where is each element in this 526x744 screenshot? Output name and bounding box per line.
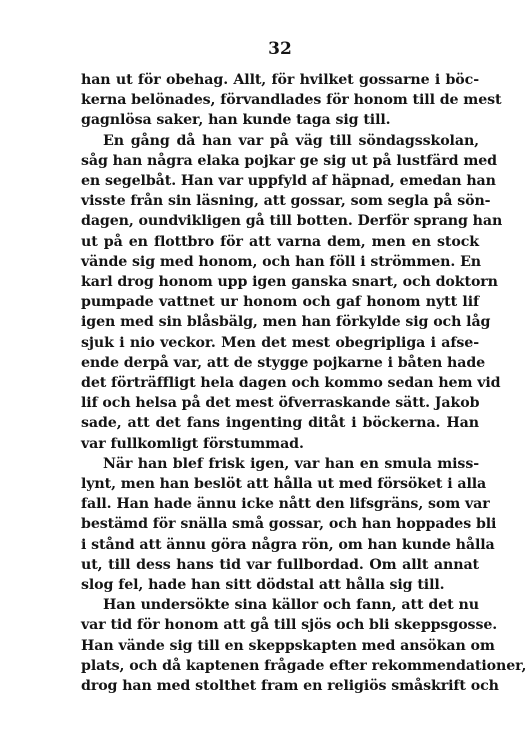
text-line: gagnlösa saker, han kunde taga sig till. bbox=[81, 112, 391, 129]
text-line: det förträffligt hela dagen och kommo sedan hem vid bbox=[81, 375, 501, 392]
paragraph-2 bbox=[81, 131, 503, 454]
text-line: kerna belönades, förvandlades för honom till de mest bbox=[81, 92, 502, 109]
text-line: En gång då han var på väg till söndagsskolan, bbox=[103, 132, 479, 149]
text-line: vände sig med honom, och han föll i strömmen. En bbox=[81, 253, 482, 270]
text-line: igen med sin blåsbälg, men han förkylde sig och låg bbox=[81, 314, 491, 331]
text-line: karl drog honom upp igen ganska snart, och doktorn bbox=[81, 274, 498, 291]
text-line: ut på en flottbro för att varna dem, men en stock bbox=[81, 233, 479, 250]
text-line: sade, att det fans ingenting ditåt i böckerna. Han bbox=[81, 415, 479, 432]
page-number: 32 bbox=[268, 39, 292, 59]
text-line: i stånd att ännu göra några rön, om han kunde hålla bbox=[81, 536, 495, 553]
text-line: han ut för obehag. Allt, för hvilket gossarne i böc- bbox=[81, 72, 479, 88]
text-line: lynt, men han beslöt att hålla ut med försöket i alla bbox=[81, 476, 487, 493]
text-line: Han vände sig till en skeppskapten med ansökan om bbox=[81, 637, 495, 654]
text-line: ende derpå var, att de stygge pojkarne i båten hade bbox=[81, 354, 486, 371]
text-line: dagen, oundvikligen gå till botten. Derför sprang han bbox=[81, 213, 503, 230]
text-line: fall. Han hade ännu icke nått den lifsgräns, som var bbox=[81, 496, 490, 513]
text-line: sjuk i nio veckor. Men det mest obegripliga i afse- bbox=[81, 334, 479, 351]
paragraph-3 bbox=[81, 454, 497, 595]
text-line: var fullkomligt förstummad. bbox=[81, 435, 304, 452]
paragraph-4 bbox=[81, 595, 526, 696]
text-line: drog han med stolthet fram en religiös småskrift och bbox=[81, 678, 499, 695]
text-line: lif och helsa på det mest öfverraskande sätt. Jakob bbox=[81, 395, 480, 412]
text-line: plats, och då kaptenen frågade efter rekommendationer, bbox=[81, 657, 526, 674]
text-line: visste från sin läsning, att gossar, som segla på sön- bbox=[81, 193, 491, 210]
text-line: såg han några elaka pojkar ge sig ut på lustfärd med bbox=[81, 152, 497, 169]
text-line: ut, till dess hans tid var fullbordad. Om allt annat bbox=[81, 556, 479, 573]
paragraph-1 bbox=[81, 70, 502, 131]
text-line: en segelbåt. Han var uppfyld af häpnad, emedan han bbox=[81, 173, 496, 190]
text-line: Han undersökte sina källor och fann, att det nu bbox=[103, 597, 479, 614]
text-line: När han blef frisk igen, var han en smula miss- bbox=[103, 455, 479, 472]
book-page bbox=[81, 38, 526, 696]
text-line: pumpade vattnet ur honom och gaf honom nytt lif bbox=[81, 294, 479, 311]
text-line: slog fel, hade han sitt dödstal att hålla sig till. bbox=[81, 577, 445, 594]
text-line: var tid för honom att gå till sjös och bli skeppsgosse. bbox=[81, 617, 498, 634]
text-line: bestämd för snälla små gossar, och han hoppades bli bbox=[81, 516, 497, 533]
